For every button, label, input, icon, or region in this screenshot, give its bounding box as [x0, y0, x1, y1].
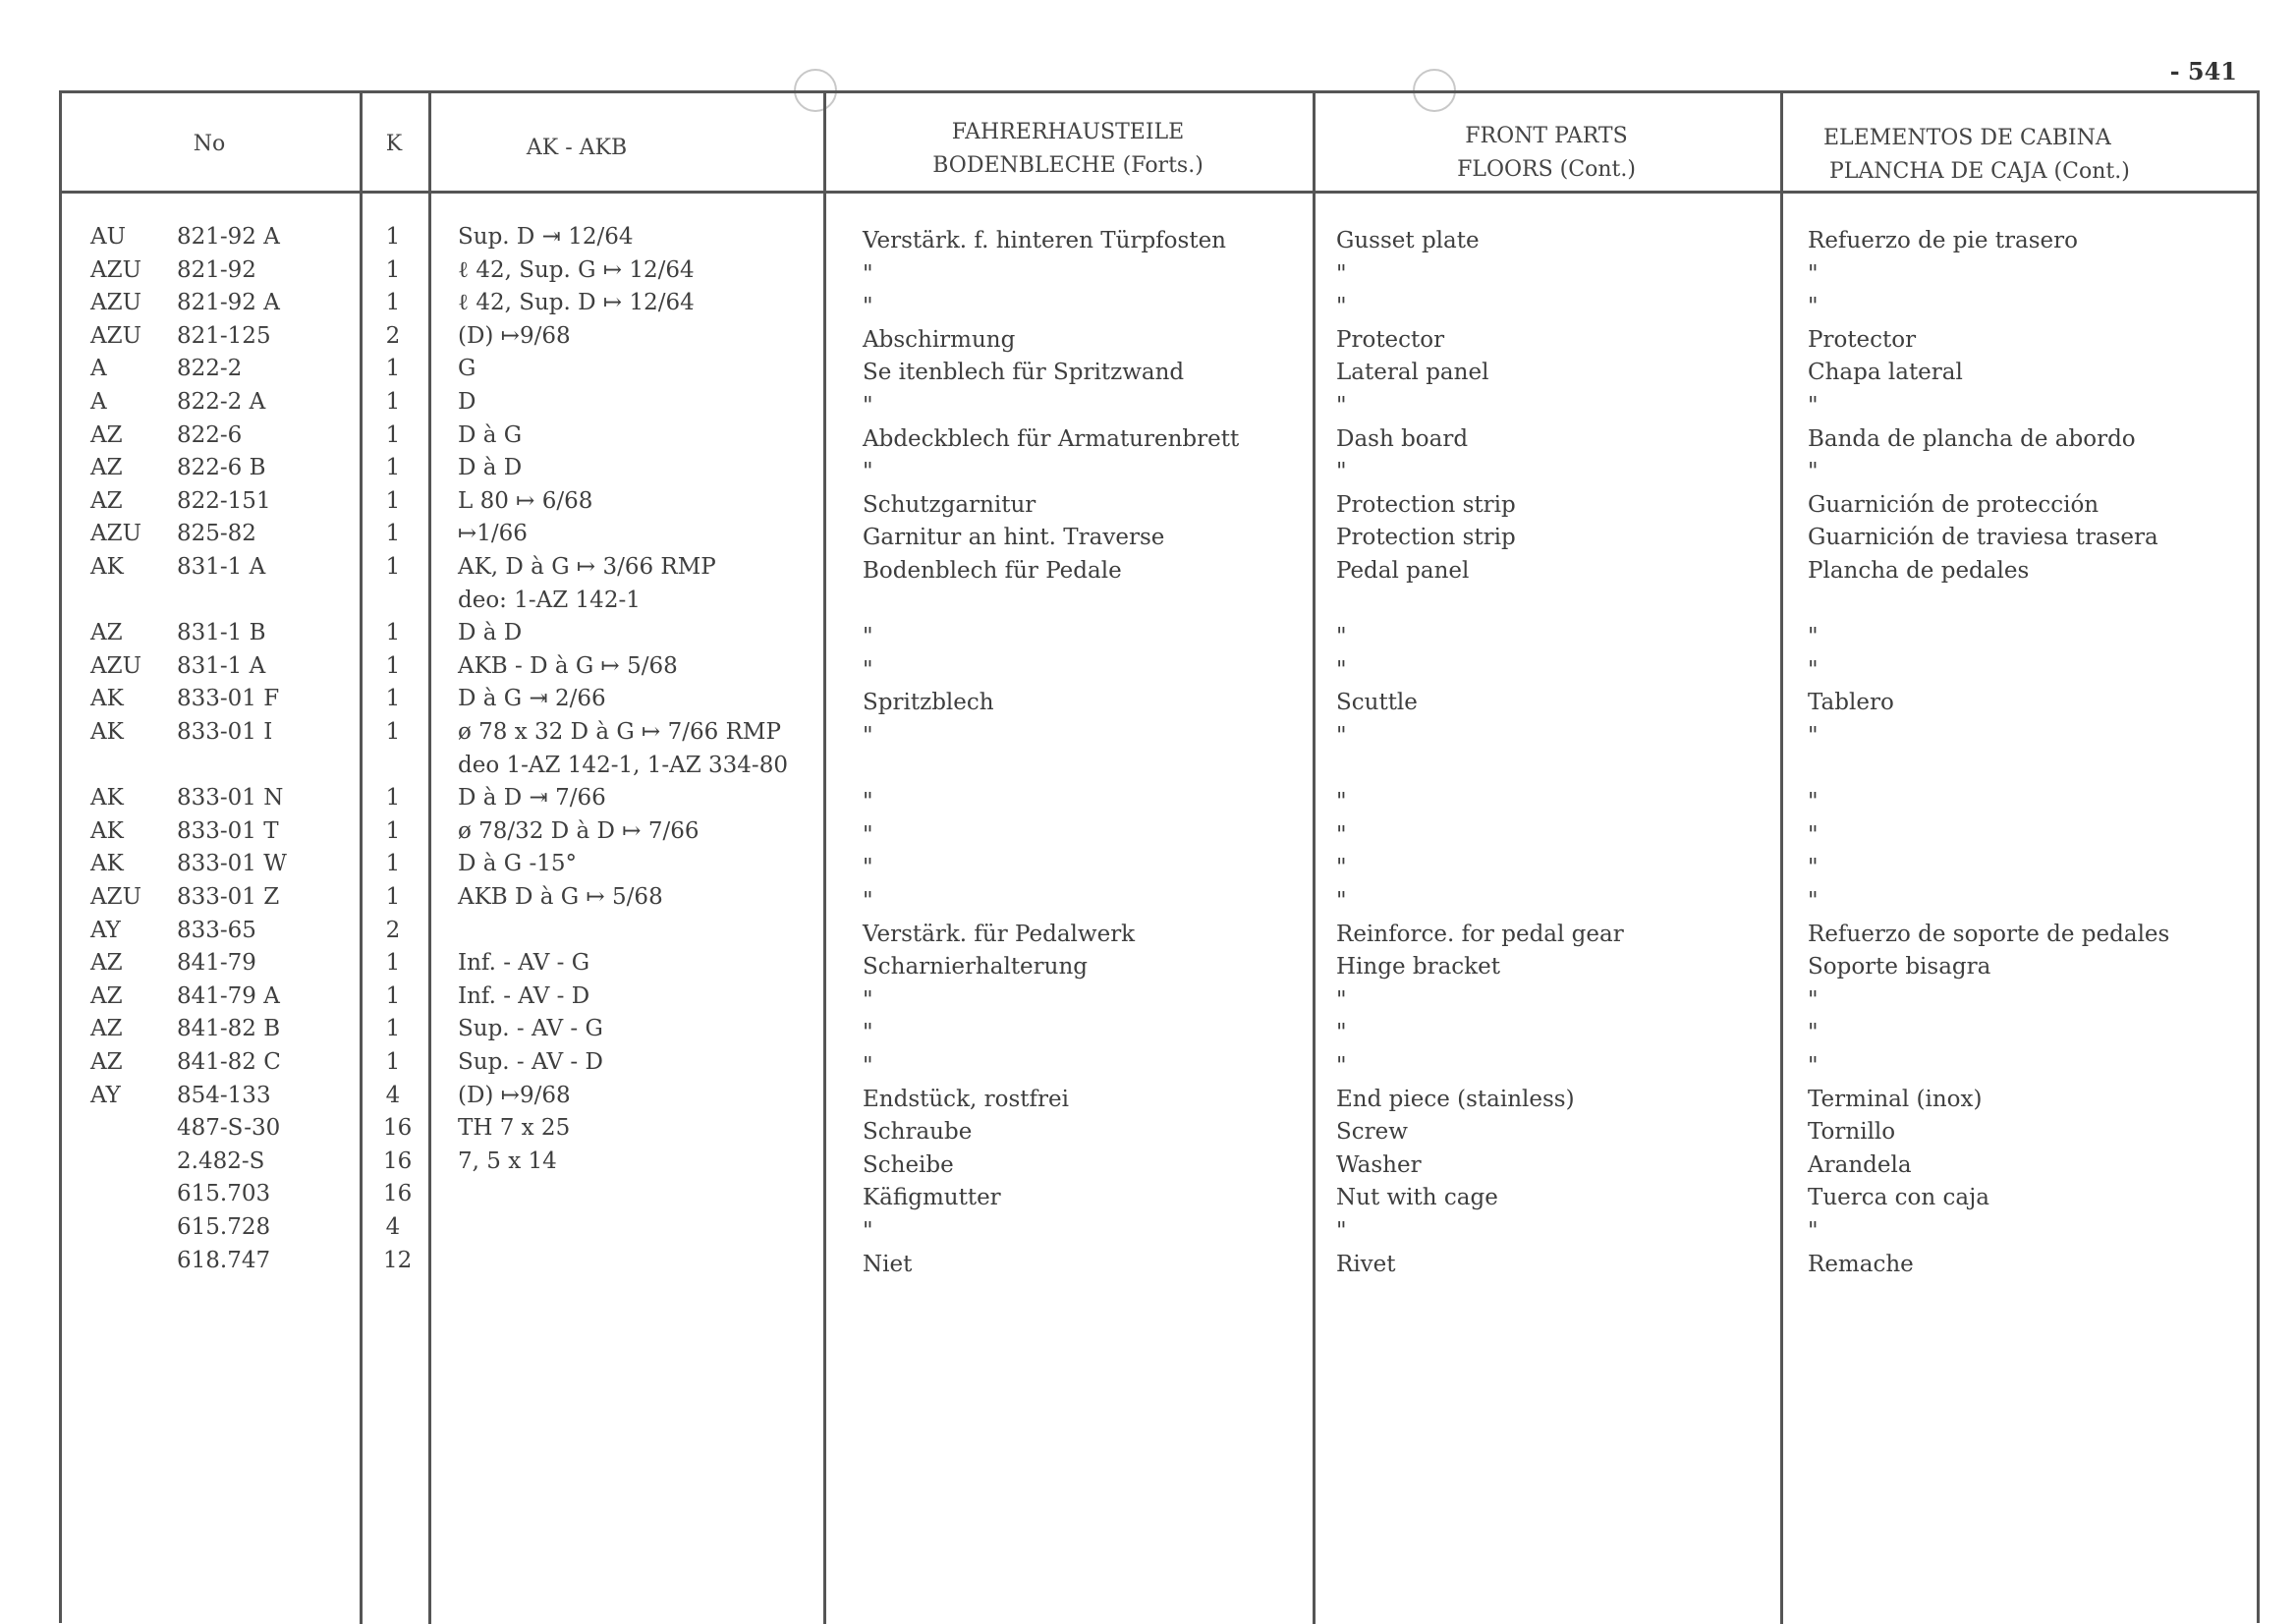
header-de [823, 116, 1313, 183]
row-description-en: Protector [1336, 326, 1445, 353]
row-part-number: 833-01 Z [177, 884, 280, 910]
row-quantity: 1 [385, 290, 401, 316]
row-part-number: 831-1 B [177, 620, 266, 646]
row-description-de: " [863, 855, 873, 881]
row-description-es: Plancha de pedales [1808, 558, 2030, 584]
row-description-es: " [1808, 1218, 1819, 1244]
row-description-de: " [863, 1218, 873, 1244]
row-ak-akb: D à D ⇥ 7/66 [458, 785, 606, 812]
row-description-en: " [1336, 986, 1347, 1013]
row-description-en: Protection strip [1336, 525, 1516, 551]
row-part-number: 821-125 [177, 322, 271, 349]
row-ak-akb: D à G -15° [458, 851, 577, 877]
row-description-es: Tuerca con caja [1808, 1185, 1989, 1211]
row-quantity: 2 [385, 322, 401, 349]
header-no: No [193, 132, 226, 156]
header-de-line1: FAHRERHAUSTEILE [951, 120, 1185, 144]
row-description-es: " [1808, 855, 1819, 881]
column-divider [360, 90, 363, 1624]
row-part-number: 2.482-S [177, 1148, 265, 1174]
row-description-en: " [1336, 459, 1347, 485]
row-prefix: AZ [90, 455, 123, 481]
row-description-de: " [863, 723, 873, 749]
row-part-number: 822-151 [177, 487, 271, 514]
row-description-es: " [1808, 1053, 1819, 1079]
row-ak-akb: ↦1/66 [458, 521, 528, 547]
row-description-en: " [1336, 294, 1347, 320]
row-part-number: 487-S-30 [177, 1115, 281, 1142]
row-description-en: Scuttle [1336, 690, 1418, 716]
row-description-es: Banda de plancha de abordo [1808, 425, 2136, 452]
row-part-number: 822-6 [177, 421, 243, 448]
row-description-es: " [1808, 624, 1819, 650]
row-description-en: Rivet [1336, 1251, 1396, 1277]
row-description-es: " [1808, 393, 1819, 419]
row-description-en: " [1336, 723, 1347, 749]
row-description-en: Dash board [1336, 425, 1469, 452]
row-description-es: " [1808, 459, 1819, 485]
row-quantity: 2 [385, 917, 401, 943]
row-description-de: " [863, 393, 873, 419]
row-description-de: Spritzblech [863, 690, 994, 716]
row-description-de: Schutzgarnitur [863, 491, 1036, 518]
row-quantity: 1 [385, 817, 401, 844]
row-prefix: AK [90, 686, 124, 712]
row-part-number: 615.703 [177, 1181, 271, 1207]
row-description-es: Terminal (inox) [1808, 1086, 1983, 1112]
row-description-es: Arandela [1808, 1151, 1912, 1178]
row-part-number: 841-79 A [177, 982, 280, 1009]
row-part-number: 833-01 I [177, 719, 273, 745]
row-description-de: " [863, 1020, 873, 1046]
row-quantity: 16 [383, 1148, 413, 1174]
row-description-en: Lateral panel [1336, 360, 1489, 386]
row-description-de: Schraube [863, 1119, 973, 1146]
row-part-number: 822-2 A [177, 389, 266, 415]
header-en [1313, 120, 1780, 187]
row-ak-akb: L 80 ↦ 6/68 [458, 487, 593, 514]
row-description-es: " [1808, 821, 1819, 848]
row-part-number: 615.728 [177, 1214, 271, 1240]
column-divider [823, 90, 826, 1624]
row-ak-akb: AK, D à G ↦ 3/66 RMP [458, 554, 716, 580]
header-ak: AK - AKB [526, 136, 628, 160]
row-prefix: AZU [90, 884, 141, 910]
page-number: - 541 [2169, 57, 2237, 85]
row-part-number: 833-01 W [177, 851, 287, 877]
row-description-de: " [863, 986, 873, 1013]
row-description-es: " [1808, 986, 1819, 1013]
row-prefix: AZ [90, 982, 123, 1009]
row-ak-akb: deo 1-AZ 142-1, 1-AZ 334-80 [458, 752, 788, 778]
row-prefix: A [90, 389, 107, 415]
row-ak-akb: Inf. - AV - G [458, 950, 590, 977]
header-en-line2: FLOORS (Cont.) [1457, 157, 1636, 182]
row-description-de: " [863, 789, 873, 815]
row-prefix: AZU [90, 290, 141, 316]
row-part-number: 854-133 [177, 1082, 271, 1108]
header-es-line2: PLANCHA DE CAJA (Cont.) [1829, 159, 2130, 184]
row-quantity: 1 [385, 785, 401, 812]
row-quantity: 1 [385, 356, 401, 382]
row-part-number: 822-6 B [177, 455, 266, 481]
row-part-number: 833-01 F [177, 686, 280, 712]
row-part-number: 821-92 A [177, 224, 280, 250]
row-prefix: A [90, 356, 107, 382]
row-description-de: Se itenblech für Spritzwand [863, 360, 1185, 386]
row-description-es: Guarnición de traviesa trasera [1808, 525, 2158, 551]
row-part-number: 831-1 A [177, 554, 266, 580]
row-part-number: 825-82 [177, 521, 256, 547]
row-quantity: 1 [385, 950, 401, 977]
row-part-number: 841-82 C [177, 1049, 281, 1075]
row-description-es: Refuerzo de soporte de pedales [1808, 921, 2170, 947]
row-prefix: AZ [90, 620, 123, 646]
row-ak-akb: Inf. - AV - D [458, 982, 590, 1009]
row-description-en: Hinge bracket [1336, 954, 1500, 980]
row-part-number: 833-65 [177, 917, 256, 943]
column-divider [428, 90, 431, 1624]
row-ak-akb: D à G [458, 421, 523, 448]
row-description-en: Pedal panel [1336, 558, 1470, 584]
header-divider [59, 191, 2260, 194]
row-description-de: Abschirmung [863, 326, 1016, 353]
row-quantity: 1 [385, 224, 401, 250]
row-ak-akb: deo: 1-AZ 142-1 [458, 587, 641, 613]
row-description-de: Verstärk. f. hinteren Türpfosten [863, 228, 1226, 253]
row-quantity: 16 [383, 1115, 413, 1142]
row-description-en: " [1336, 1218, 1347, 1244]
row-description-en: " [1336, 1020, 1347, 1046]
row-quantity: 1 [385, 455, 401, 481]
row-part-number: 833-01 T [177, 817, 279, 844]
row-prefix: AK [90, 554, 124, 580]
row-description-de: Käfigmutter [863, 1185, 1001, 1211]
row-quantity: 1 [385, 1016, 401, 1042]
row-ak-akb: AKB D à G ↦ 5/68 [458, 884, 663, 910]
row-description-en: Protection strip [1336, 491, 1516, 518]
row-part-number: 841-82 B [177, 1016, 281, 1042]
row-description-de: Niet [863, 1251, 913, 1277]
row-prefix: AK [90, 785, 124, 812]
row-description-en: " [1336, 624, 1347, 650]
row-prefix: AZU [90, 652, 141, 679]
row-ak-akb: ℓ 42, Sup. G ↦ 12/64 [458, 256, 695, 283]
row-ak-akb: TH 7 x 25 [458, 1115, 571, 1142]
row-quantity: 1 [385, 982, 401, 1009]
row-part-number: 833-01 N [177, 785, 284, 812]
row-description-es: Remache [1808, 1251, 1914, 1277]
row-part-number: 822-2 [177, 356, 243, 382]
row-ak-akb: Sup. D ⇥ 12/64 [458, 224, 634, 250]
row-quantity: 1 [385, 421, 401, 448]
row-part-number: 821-92 A [177, 290, 280, 316]
row-prefix: AK [90, 851, 124, 877]
row-description-en: " [1336, 855, 1347, 881]
row-quantity: 1 [385, 554, 401, 580]
row-description-de: Abdeckblech für Armaturenbrett [863, 425, 1240, 452]
row-description-de: " [863, 294, 873, 320]
row-quantity: 1 [385, 884, 401, 910]
row-description-es: Chapa lateral [1808, 360, 1963, 386]
row-description-en: " [1336, 393, 1347, 419]
row-description-de: " [863, 656, 873, 683]
header-es-line1: ELEMENTOS DE CABINA [1823, 126, 2111, 150]
row-description-en: Gusset plate [1336, 228, 1480, 253]
row-quantity: 1 [385, 686, 401, 712]
row-ak-akb: D à G ⇥ 2/66 [458, 686, 606, 712]
row-description-es: " [1808, 294, 1819, 320]
row-quantity: 4 [385, 1214, 401, 1240]
row-quantity: 1 [385, 652, 401, 679]
row-description-de: " [863, 821, 873, 848]
row-description-de: Bodenblech für Pedale [863, 558, 1122, 584]
row-description-en: Washer [1336, 1151, 1422, 1178]
row-prefix: AY [90, 1082, 121, 1108]
row-quantity: 16 [383, 1181, 413, 1207]
row-description-en: Nut with cage [1336, 1185, 1498, 1211]
row-quantity: 1 [385, 620, 401, 646]
row-description-es: " [1808, 723, 1819, 749]
row-description-de: Endstück, rostfrei [863, 1086, 1069, 1112]
row-part-number: 841-79 [177, 950, 256, 977]
row-prefix: AY [90, 917, 121, 943]
row-description-en: End piece (stainless) [1336, 1086, 1575, 1112]
row-quantity: 1 [385, 256, 401, 283]
row-description-en: " [1336, 888, 1347, 914]
row-description-en: " [1336, 789, 1347, 815]
row-prefix: AZU [90, 256, 141, 283]
row-description-es: Soporte bisagra [1808, 954, 1991, 980]
row-quantity: 12 [383, 1247, 413, 1273]
row-quantity: 1 [385, 851, 401, 877]
row-description-es: Tablero [1808, 690, 1894, 716]
row-ak-akb: (D) ↦9/68 [458, 1082, 571, 1108]
row-description-en: " [1336, 821, 1347, 848]
column-divider [1780, 90, 1783, 1624]
row-ak-akb: D [458, 389, 476, 415]
row-prefix: AZU [90, 322, 141, 349]
header-k: K [385, 132, 403, 156]
row-description-es: Refuerzo de pie trasero [1808, 228, 2078, 253]
row-quantity: 1 [385, 521, 401, 547]
row-ak-akb: G [458, 356, 476, 382]
row-prefix: AZU [90, 521, 141, 547]
row-description-es: " [1808, 656, 1819, 683]
row-ak-akb: ℓ 42, Sup. D ↦ 12/64 [458, 290, 695, 316]
row-description-en: " [1336, 656, 1347, 683]
row-description-de: " [863, 260, 873, 287]
row-prefix: AZ [90, 487, 123, 514]
row-description-de: Scheibe [863, 1151, 954, 1178]
row-part-number: 831-1 A [177, 652, 266, 679]
row-quantity: 4 [385, 1082, 401, 1108]
row-description-de: " [863, 624, 873, 650]
row-description-en: Screw [1336, 1119, 1408, 1146]
row-ak-akb: D à D [458, 455, 523, 481]
row-description-de: Verstärk. für Pedalwerk [863, 921, 1136, 947]
row-description-en: " [1336, 1053, 1347, 1079]
row-prefix: AU [90, 224, 126, 250]
row-prefix: AZ [90, 1016, 123, 1042]
row-quantity: 1 [385, 389, 401, 415]
row-description-es: " [1808, 888, 1819, 914]
row-ak-akb: ø 78 x 32 D à G ↦ 7/66 RMP [458, 719, 781, 745]
row-prefix: AK [90, 719, 124, 745]
row-quantity: 1 [385, 1049, 401, 1075]
row-part-number: 821-92 [177, 256, 256, 283]
row-description-es: " [1808, 789, 1819, 815]
row-ak-akb: ø 78/32 D à D ↦ 7/66 [458, 817, 700, 844]
row-description-de: Garnitur an hint. Traverse [863, 525, 1165, 551]
column-divider [1313, 90, 1316, 1624]
row-ak-akb: (D) ↦9/68 [458, 322, 571, 349]
row-description-de: " [863, 459, 873, 485]
row-description-es: Tornillo [1808, 1119, 1896, 1146]
row-prefix: AK [90, 817, 124, 844]
row-prefix: AZ [90, 1049, 123, 1075]
row-part-number: 618.747 [177, 1247, 271, 1273]
row-description-de: " [863, 888, 873, 914]
row-ak-akb: 7, 5 x 14 [458, 1148, 557, 1174]
row-quantity: 1 [385, 487, 401, 514]
row-quantity: 1 [385, 719, 401, 745]
row-ak-akb: Sup. - AV - G [458, 1016, 603, 1042]
row-description-es: " [1808, 260, 1819, 287]
row-ak-akb: Sup. - AV - D [458, 1049, 603, 1075]
header-es [1780, 122, 2242, 189]
row-description-en: " [1336, 260, 1347, 287]
row-prefix: AZ [90, 421, 123, 448]
header-de-line2: BODENBLECHE (Forts.) [932, 153, 1204, 178]
row-prefix: AZ [90, 950, 123, 977]
row-description-es: Guarnición de protección [1808, 491, 2100, 518]
row-ak-akb: AKB - D à G ↦ 5/68 [458, 652, 678, 679]
row-description-de: Scharnierhalterung [863, 954, 1089, 980]
row-description-en: Reinforce. for pedal gear [1336, 921, 1624, 947]
row-description-es: Protector [1808, 326, 1917, 353]
row-description-es: " [1808, 1020, 1819, 1046]
row-ak-akb: D à D [458, 620, 523, 646]
header-en-line1: FRONT PARTS [1465, 124, 1628, 148]
row-description-de: " [863, 1053, 873, 1079]
